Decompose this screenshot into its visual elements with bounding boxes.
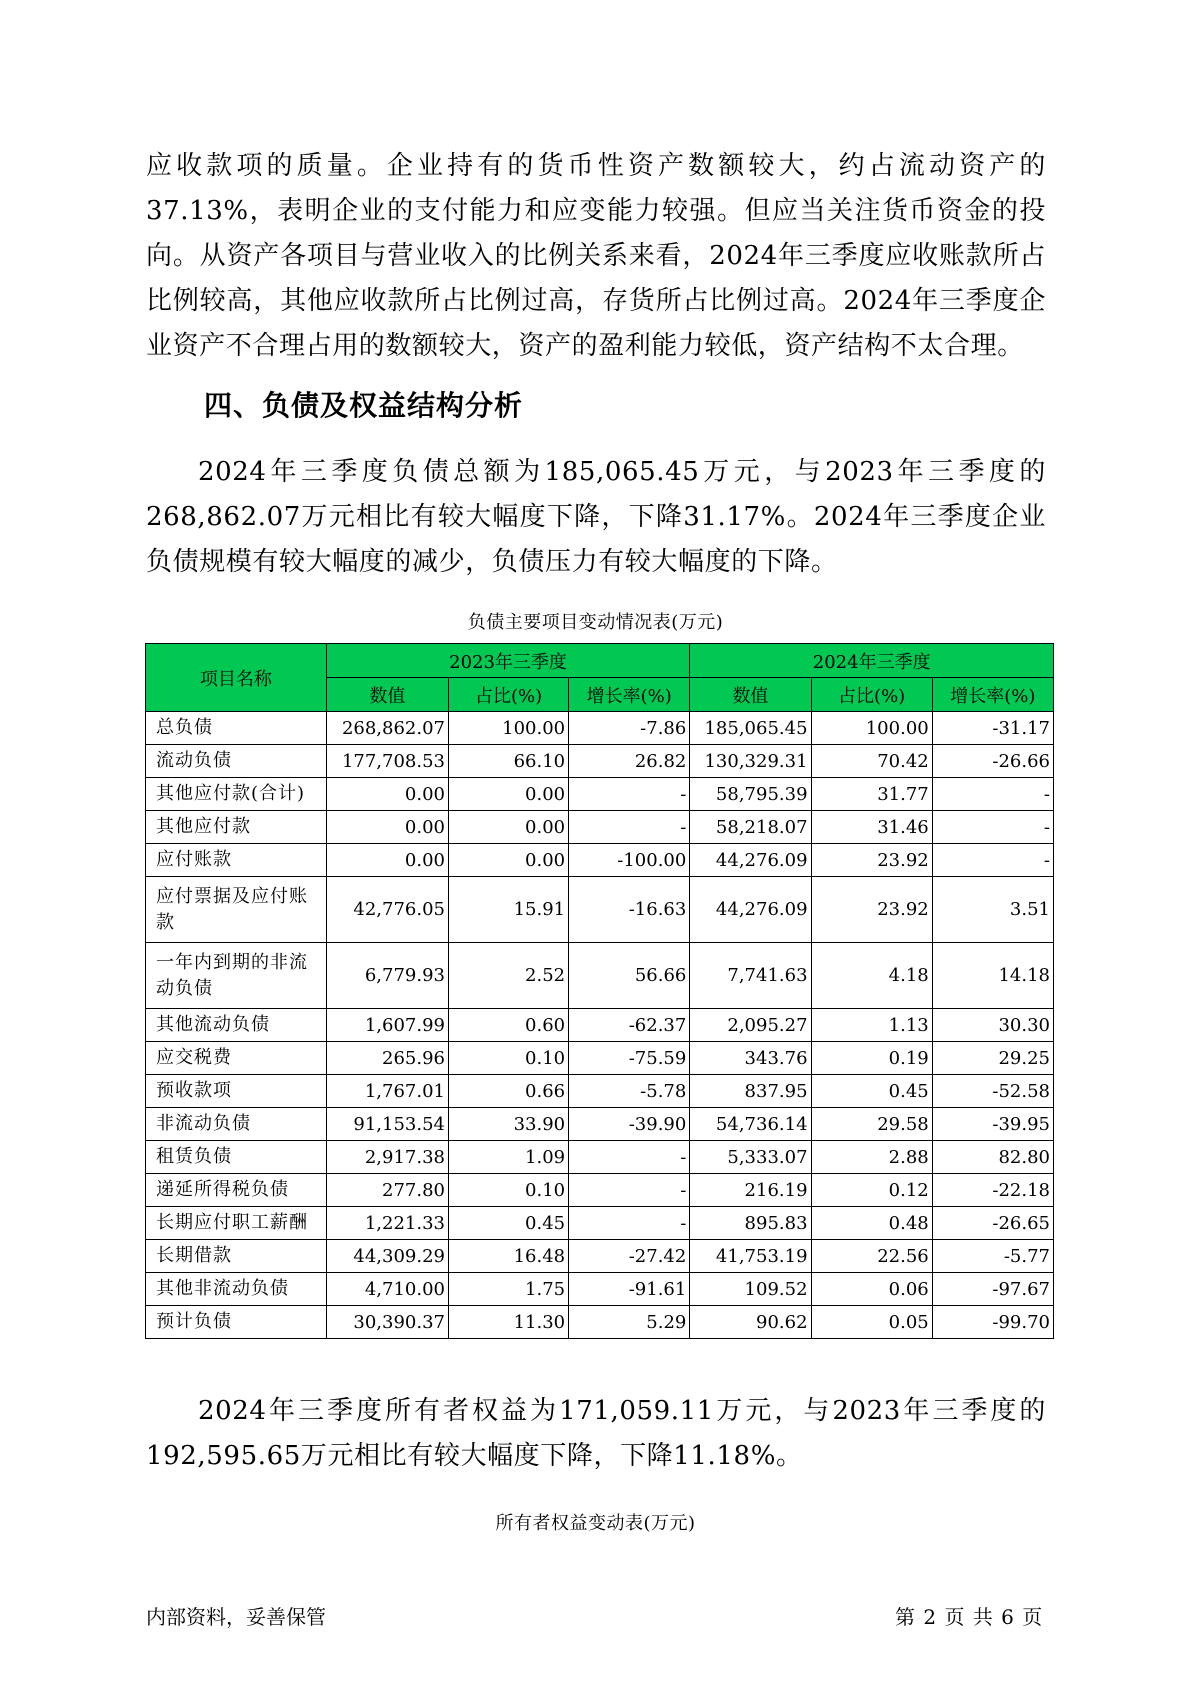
growth-2023-cell: -62.37 — [569, 1009, 690, 1042]
value-2024-cell: 90.62 — [690, 1306, 811, 1339]
share-2024-cell: 23.92 — [811, 844, 932, 877]
body-paragraph-asset-quality — [146, 144, 1046, 369]
growth-2024-cell: 14.18 — [932, 943, 1053, 1009]
growth-2024-cell: 82.80 — [932, 1141, 1053, 1174]
share-2023-cell: 16.48 — [449, 1240, 569, 1273]
row-name-cell: 其他应付款 — [146, 811, 327, 844]
table-row — [146, 1009, 1054, 1042]
value-2023-cell: 0.00 — [326, 811, 448, 844]
growth-2023-cell: -39.90 — [569, 1108, 690, 1141]
share-2024-cell: 100.00 — [811, 712, 932, 745]
share-2023-cell: 0.10 — [449, 1174, 569, 1207]
column-header-value: 数值 — [690, 678, 811, 712]
share-2024-cell: 29.58 — [811, 1108, 932, 1141]
value-2024-cell: 2,095.27 — [690, 1009, 811, 1042]
footer-page-number: 第 2 页 共 6 页 — [895, 1605, 1044, 1629]
row-name-cell: 非流动负债 — [146, 1108, 327, 1141]
share-2023-cell: 0.00 — [449, 844, 569, 877]
share-2024-cell: 31.77 — [811, 778, 932, 811]
growth-2024-cell: 3.51 — [932, 877, 1053, 943]
value-2023-cell: 268,862.07 — [326, 712, 448, 745]
share-2023-cell: 33.90 — [449, 1108, 569, 1141]
growth-2023-cell: -27.42 — [569, 1240, 690, 1273]
share-2024-cell: 0.05 — [811, 1306, 932, 1339]
column-header-growth: 增长率(%) — [932, 678, 1053, 712]
value-2024-cell: 837.95 — [690, 1075, 811, 1108]
share-2023-cell: 1.75 — [449, 1273, 569, 1306]
table-row — [146, 811, 1054, 844]
table-row — [146, 1075, 1054, 1108]
paragraph-text: 2024年三季度负债总额为185,065.45万元，与2023年三季度的268,862.07万元相比有较大幅度下降，下降31.17%。2024年三季度企业负债规模有较大幅度的减少，负债压力有较大幅度的下降。 — [146, 457, 1046, 577]
period-header-2024: 2024年三季度 — [690, 644, 1054, 678]
row-name-cell: 一年内到期的非流动负债 — [146, 943, 327, 1009]
value-2023-cell: 265.96 — [326, 1042, 448, 1075]
footer-confidential-note: 内部资料，妥善保管 — [146, 1605, 326, 1629]
table-row — [146, 712, 1054, 745]
growth-2023-cell: -16.63 — [569, 877, 690, 943]
value-2023-cell: 277.80 — [326, 1174, 448, 1207]
value-2023-cell: 1,221.33 — [326, 1207, 448, 1240]
row-name-cell: 长期应付职工薪酬 — [146, 1207, 327, 1240]
growth-2024-cell: -31.17 — [932, 712, 1053, 745]
column-header-name: 项目名称 — [146, 644, 327, 712]
value-2023-cell: 1,607.99 — [326, 1009, 448, 1042]
paragraph-text: 2024年三季度所有者权益为171,059.11万元，与2023年三季度的192,595.65万元相比有较大幅度下降，下降11.18%。 — [146, 1396, 1046, 1471]
share-2024-cell: 0.06 — [811, 1273, 932, 1306]
body-paragraph-liabilities — [146, 450, 1046, 585]
growth-2023-cell: 26.82 — [569, 745, 690, 778]
row-name-cell: 应付账款 — [146, 844, 327, 877]
table-caption-equity: 所有者权益变动表(万元) — [495, 1513, 696, 1534]
table-caption-liabilities: 负债主要项目变动情况表(万元) — [467, 612, 724, 633]
growth-2024-cell: -22.18 — [932, 1174, 1053, 1207]
row-name-cell: 流动负债 — [146, 745, 327, 778]
value-2023-cell: 2,917.38 — [326, 1141, 448, 1174]
column-header-share: 占比(%) — [811, 678, 932, 712]
value-2024-cell: 44,276.09 — [690, 877, 811, 943]
section-heading: 四、负债及权益结构分析 — [204, 389, 524, 422]
share-2023-cell: 0.45 — [449, 1207, 569, 1240]
row-name-cell: 应交税费 — [146, 1042, 327, 1075]
value-2023-cell: 6,779.93 — [326, 943, 448, 1009]
share-2024-cell: 0.45 — [811, 1075, 932, 1108]
share-2023-cell: 0.66 — [449, 1075, 569, 1108]
paragraph-text: 应收款项的质量。企业持有的货币性资产数额较大，约占流动资产的37.13%，表明企业的支付能力和应变能力较强。但应当关注货币资金的投向。从资产各项目与营业收入的比例关系来看，2024年三季度应收账款所占比例较高，其他应收款所占比例过高，存货所占比例过高。2024年三季度企业资产不合理占用的数额较大，资产的盈利能力较低，资产结构不太合理。 — [146, 151, 1046, 361]
table-row — [146, 877, 1054, 943]
value-2024-cell: 44,276.09 — [690, 844, 811, 877]
value-2023-cell: 42,776.05 — [326, 877, 448, 943]
value-2023-cell: 91,153.54 — [326, 1108, 448, 1141]
value-2024-cell: 5,333.07 — [690, 1141, 811, 1174]
growth-2023-cell: - — [569, 811, 690, 844]
share-2023-cell: 0.10 — [449, 1042, 569, 1075]
growth-2024-cell: -26.65 — [932, 1207, 1053, 1240]
table-row — [146, 1306, 1054, 1339]
share-2023-cell: 100.00 — [449, 712, 569, 745]
value-2023-cell: 177,708.53 — [326, 745, 448, 778]
table-row — [146, 745, 1054, 778]
value-2024-cell: 7,741.63 — [690, 943, 811, 1009]
table-row — [146, 1207, 1054, 1240]
growth-2023-cell: 56.66 — [569, 943, 690, 1009]
body-paragraph-equity — [146, 1389, 1046, 1479]
value-2023-cell: 1,767.01 — [326, 1075, 448, 1108]
row-name-cell: 预收款项 — [146, 1075, 327, 1108]
value-2023-cell: 4,710.00 — [326, 1273, 448, 1306]
value-2024-cell: 185,065.45 — [690, 712, 811, 745]
growth-2023-cell: - — [569, 1207, 690, 1240]
value-2024-cell: 58,218.07 — [690, 811, 811, 844]
table-row — [146, 1042, 1054, 1075]
growth-2024-cell: - — [932, 844, 1053, 877]
row-name-cell: 应付票据及应付账款 — [146, 877, 327, 943]
share-2024-cell: 0.48 — [811, 1207, 932, 1240]
share-2024-cell: 0.12 — [811, 1174, 932, 1207]
growth-2024-cell: -99.70 — [932, 1306, 1053, 1339]
share-2023-cell: 66.10 — [449, 745, 569, 778]
table-row — [146, 943, 1054, 1009]
share-2023-cell: 2.52 — [449, 943, 569, 1009]
table-body — [146, 712, 1054, 1339]
table-row — [146, 1108, 1054, 1141]
value-2023-cell: 0.00 — [326, 844, 448, 877]
share-2024-cell: 70.42 — [811, 745, 932, 778]
value-2024-cell: 54,736.14 — [690, 1108, 811, 1141]
row-name-cell: 租赁负债 — [146, 1141, 327, 1174]
value-2024-cell: 216.19 — [690, 1174, 811, 1207]
share-2023-cell: 15.91 — [449, 877, 569, 943]
value-2024-cell: 130,329.31 — [690, 745, 811, 778]
table-row — [146, 1141, 1054, 1174]
growth-2024-cell: -97.67 — [932, 1273, 1053, 1306]
row-name-cell: 总负债 — [146, 712, 327, 745]
growth-2023-cell: -7.86 — [569, 712, 690, 745]
value-2024-cell: 41,753.19 — [690, 1240, 811, 1273]
growth-2023-cell: -5.78 — [569, 1075, 690, 1108]
value-2024-cell: 109.52 — [690, 1273, 811, 1306]
growth-2023-cell: -91.61 — [569, 1273, 690, 1306]
row-name-cell: 长期借款 — [146, 1240, 327, 1273]
value-2024-cell: 895.83 — [690, 1207, 811, 1240]
growth-2024-cell: -26.66 — [932, 745, 1053, 778]
value-2024-cell: 343.76 — [690, 1042, 811, 1075]
value-2023-cell: 0.00 — [326, 778, 448, 811]
share-2023-cell: 1.09 — [449, 1141, 569, 1174]
share-2024-cell: 23.92 — [811, 877, 932, 943]
share-2024-cell: 4.18 — [811, 943, 932, 1009]
share-2024-cell: 1.13 — [811, 1009, 932, 1042]
period-header-2023: 2023年三季度 — [326, 644, 690, 678]
table-row — [146, 1273, 1054, 1306]
liabilities-table — [145, 643, 1054, 1339]
growth-2024-cell: -5.77 — [932, 1240, 1053, 1273]
row-name-cell: 递延所得税负债 — [146, 1174, 327, 1207]
growth-2023-cell: -100.00 — [569, 844, 690, 877]
share-2023-cell: 0.00 — [449, 811, 569, 844]
table-row — [146, 1240, 1054, 1273]
share-2023-cell: 0.00 — [449, 778, 569, 811]
share-2024-cell: 22.56 — [811, 1240, 932, 1273]
row-name-cell: 预计负债 — [146, 1306, 327, 1339]
share-2024-cell: 31.46 — [811, 811, 932, 844]
growth-2024-cell: - — [932, 811, 1053, 844]
growth-2023-cell: - — [569, 1141, 690, 1174]
column-header-share: 占比(%) — [449, 678, 569, 712]
share-2023-cell: 0.60 — [449, 1009, 569, 1042]
row-name-cell: 其他流动负债 — [146, 1009, 327, 1042]
value-2023-cell: 44,309.29 — [326, 1240, 448, 1273]
row-name-cell: 其他非流动负债 — [146, 1273, 327, 1306]
row-name-cell: 其他应付款(合计) — [146, 778, 327, 811]
value-2024-cell: 58,795.39 — [690, 778, 811, 811]
value-2023-cell: 30,390.37 — [326, 1306, 448, 1339]
table-row — [146, 1174, 1054, 1207]
growth-2024-cell: - — [932, 778, 1053, 811]
growth-2023-cell: - — [569, 1174, 690, 1207]
share-2023-cell: 11.30 — [449, 1306, 569, 1339]
share-2024-cell: 0.19 — [811, 1042, 932, 1075]
growth-2024-cell: 29.25 — [932, 1042, 1053, 1075]
table-row — [146, 844, 1054, 877]
share-2024-cell: 2.88 — [811, 1141, 932, 1174]
growth-2024-cell: -52.58 — [932, 1075, 1053, 1108]
growth-2023-cell: - — [569, 778, 690, 811]
growth-2024-cell: -39.95 — [932, 1108, 1053, 1141]
growth-2023-cell: 5.29 — [569, 1306, 690, 1339]
table-row — [146, 778, 1054, 811]
column-header-value: 数值 — [326, 678, 448, 712]
growth-2024-cell: 30.30 — [932, 1009, 1053, 1042]
growth-2023-cell: -75.59 — [569, 1042, 690, 1075]
column-header-growth: 增长率(%) — [569, 678, 690, 712]
